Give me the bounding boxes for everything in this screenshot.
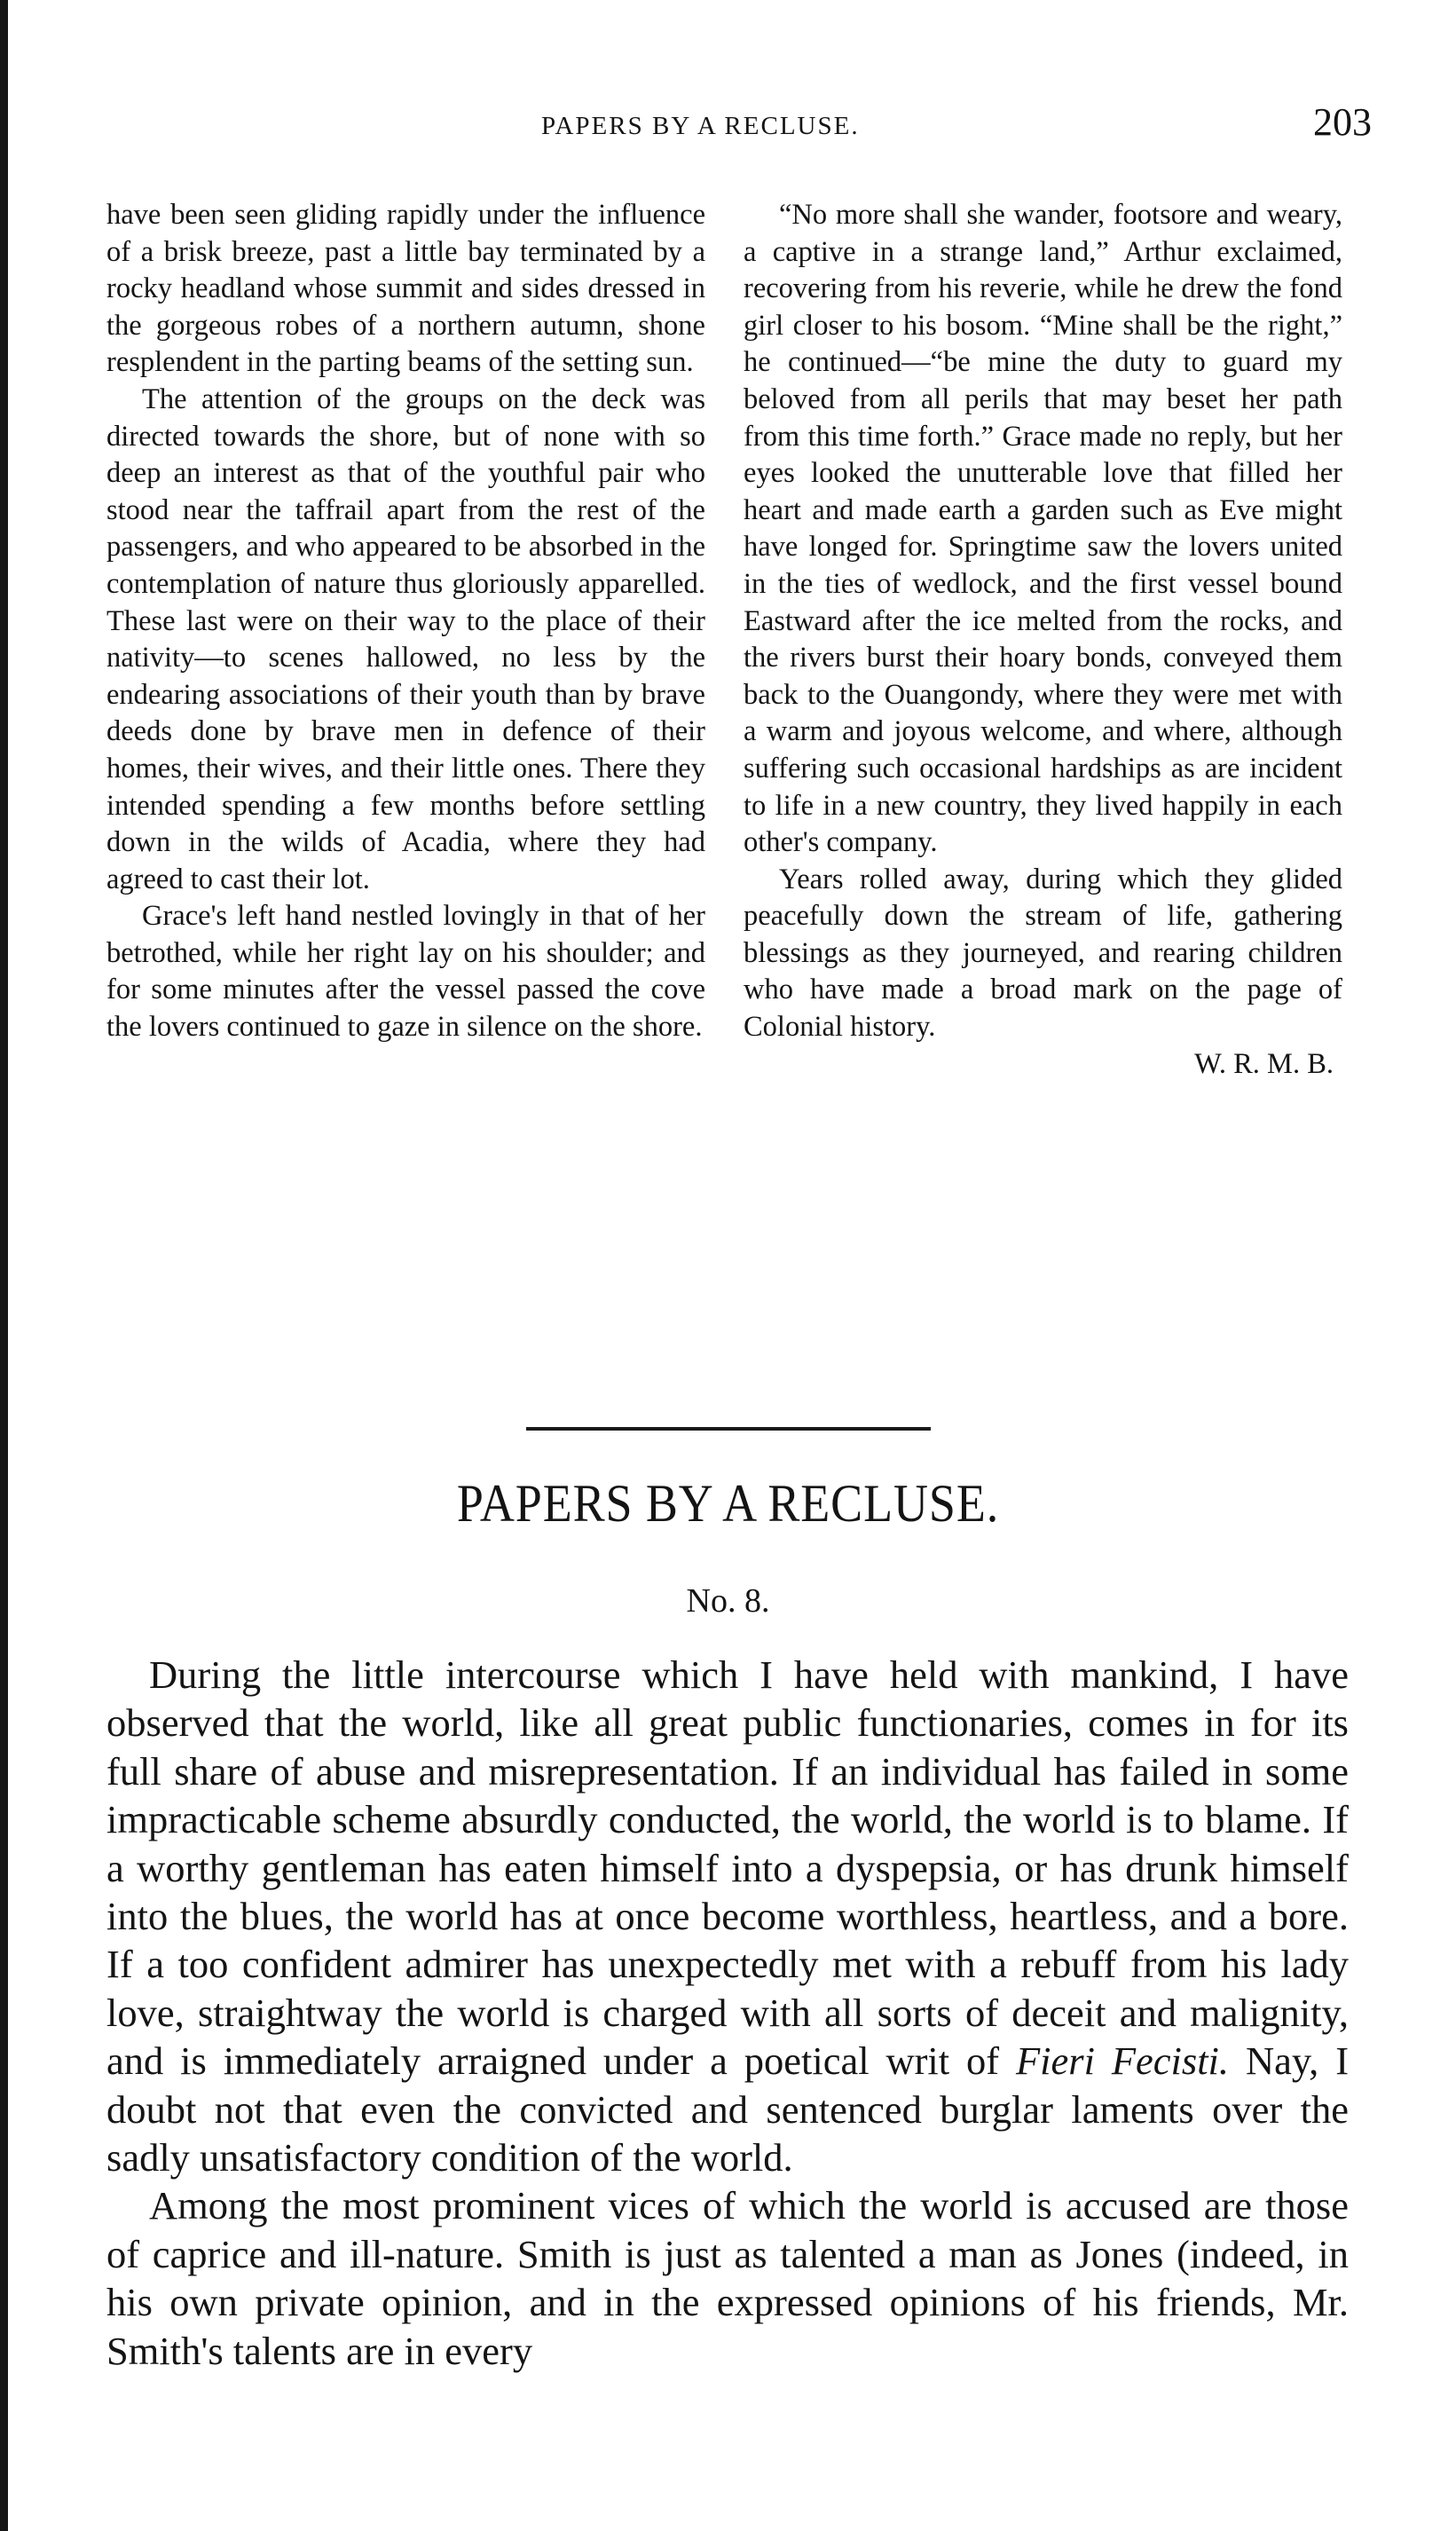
section-title: PAPERS BY A RECLUSE.	[456, 1474, 1000, 1533]
right-column	[744, 197, 1342, 1083]
main-paragraph-text: During the little intercourse which I have held with mankind, I have observed that the world, like all great public functionaries, comes in for its full share of abuse and misrepresentation. If an individual has failed in some impracticable scheme absurdly conducted, the world, the world is to blame. If a worthy gentleman has eaten himself into a dyspepsia, or has drunk himself into the blues, the world has at once become worthless, heartless, and a bore. If a too confident admirer has unexpectedly met with a rebuff from his lady love, straightway the world is charged with all sorts of deceit and malignity, and is immediately arraigned under a poetical writ of	[106, 1652, 1349, 2084]
section-divider	[526, 1427, 931, 1431]
page-number: 203	[1313, 100, 1372, 144]
section-number: No. 8.	[686, 1582, 770, 1620]
right-paragraph: “No more shall she wander, footsore and weary, a captive in a strange land,” Arthur exclaimed, recovering from his reverie, while he drew the fond girl closer to his bosom. “Mine shall be the right,” he continued—“be mine the duty to guard my beloved from all perils that may beset her path from this time forth.” Grace made no reply, but her eyes looked the unutterable love that filled her heart and made earth a garden such as Eve might have longed for. Springtime saw the lovers united in the ties of wedlock, and the first vessel bound Eastward after the ice melted from the rocks, and the rivers burst their hoary bonds, conveyed them back to the Ouangondy, where they were met with a warm and joyous welcome, and where, although suffering such occasional hardships as are incident to life in a new country, they lived happily in each other's company.	[744, 199, 1342, 859]
latin-phrase: Fieri Fecisti.	[1015, 2038, 1230, 2084]
main-text	[106, 1651, 1349, 2375]
author-signature: W. R. M. B.	[1194, 1047, 1334, 1080]
main-paragraph: Among the most prominent vices of which the world is accused are those of caprice and ill-nature. Smith is just as talented a man as Jones (indeed, in his own private opinion, and in the expressed opinions of his friends, Mr. Smith's talents are in every	[106, 2183, 1349, 2373]
running-title: PAPERS BY A RECLUSE.	[541, 112, 860, 140]
page-header	[106, 99, 1372, 153]
left-paragraph: Grace's left hand nestled lovingly in that of her betrothed, while her right lay on his shoulder; and for some minutes after the vessel passed the cove the lovers continued to gaze in silence on the shore.	[106, 900, 705, 1044]
left-paragraph: have been seen gliding rapidly under the influence of a brisk breeze, past a little bay terminated by a rocky headland whose summit and sides dressed in the gorgeous robes of a northern autumn, shone resplendent in the parting beams of the setting sun.	[106, 199, 705, 379]
main-paragraph-text: Nay, I doubt not that even the convicted and sentenced burglar laments over the sadly unsatisfactory condition of the world.	[106, 2038, 1350, 2180]
page-binding-edge	[0, 0, 8, 2531]
right-paragraph: Years rolled away, during which they glided peacefully down the stream of life, gathering blessings as they journeyed, and rearing children who have made a broad mark on the page of Colonial history.	[744, 863, 1342, 1044]
left-paragraph: The attention of the groups on the deck was directed towards the shore, but of none with so deep an interest as that of the youthful pair who stood near the taffrail apart from the rest of the passengers, and who appeared to be absorbed in the contemplation of nature thus gloriously apparelled. These last were on their way to the place of their nativity—to scenes hallowed, no less by the endearing associations of their youth than by brave deeds done by brave men in defence of their homes, their wives, and their little ones. There they intended spending a few months before settling down in the wilds of Acadia, where they had agreed to cast their lot.	[106, 382, 705, 895]
left-column	[106, 197, 705, 1046]
main-paragraph	[106, 1651, 1349, 2181]
